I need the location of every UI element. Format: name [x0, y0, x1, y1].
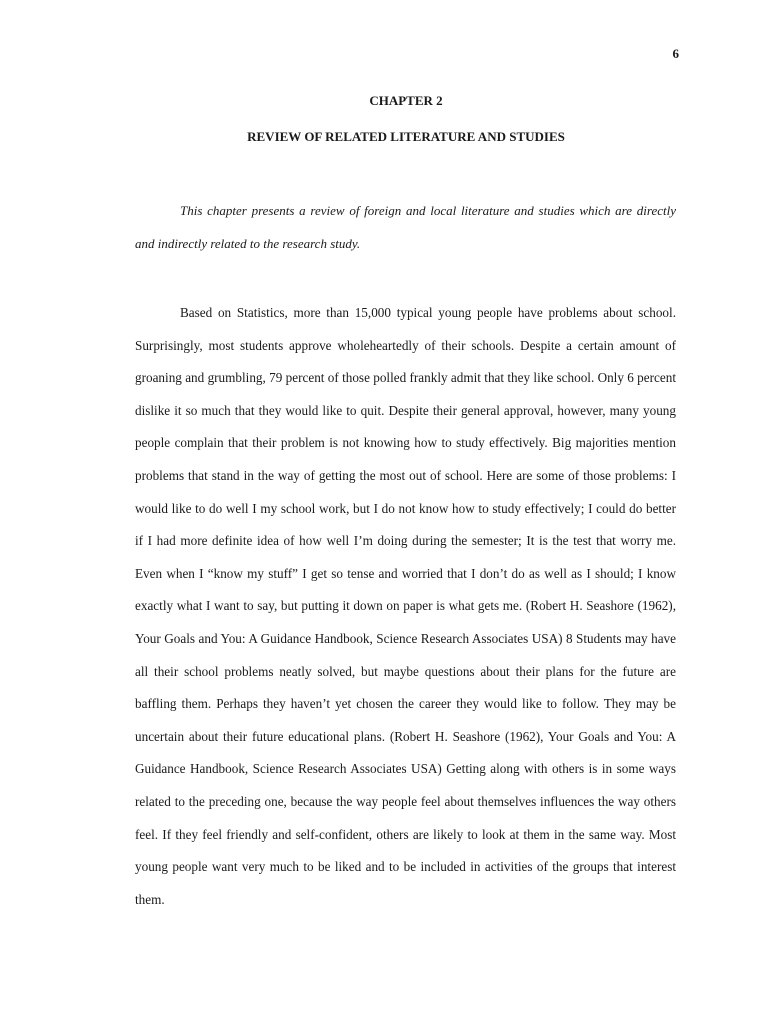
- chapter-heading: CHAPTER 2: [369, 93, 443, 108]
- body-paragraph: [135, 297, 676, 916]
- intro-paragraph: [135, 195, 676, 260]
- chapter-title: REVIEW OF RELATED LITERATURE AND STUDIES: [247, 129, 565, 144]
- intro-text: This chapter presents a review of foreign and local literature and studies which are directly and indirectly related to the research study.: [135, 203, 676, 251]
- page-number: 6: [672, 46, 679, 61]
- body-text: Based on Statistics, more than 15,000 typical young people have problems about school. Surprisingly, most students approve wholeheartedly of their schools. Despite a certain amount of groaning and grumbling, 79 percent of those polled frankly admit that they like school. Only 6 percent dislike it so much that they would like to quit. Despite their general approval, however, many young people complain that their problem is not knowing how to study effectively. Big majorities mention problems that stand in the way of getting the most out of school. Here are some of those problems: I would like to do well I my school work, but I do not know how to study effectively; I could do better if I had more definite idea of how well I’m doing during the semester; It is the test that worry me. Even when I “know my stuff” I get so tense and worried that I don’t do as well as I should; I know exactly what I want to say, but putting it down on paper is what gets me. (Robert H. Seashore (1962), Your Goals and You: A Guidance Handbook, Science Research Associates USA) 8 Students may have all their school problems neatly solved, but maybe questions about their plans for the future are baffling them. Perhaps they haven’t yet chosen the career they would like to follow. They may be uncertain about their future educational plans. (Robert H. Seashore (1962), Your Goals and You: A Guidance Handbook, Science Research Associates USA) Getting along with others is in some ways related to the preceding one, because the way people feel about themselves influences the way others feel. If they feel friendly and self-confident, others are likely to look at them in the same way. Most young people want very much to be liked and to be included in activities of the groups that interest them.: [135, 305, 676, 907]
